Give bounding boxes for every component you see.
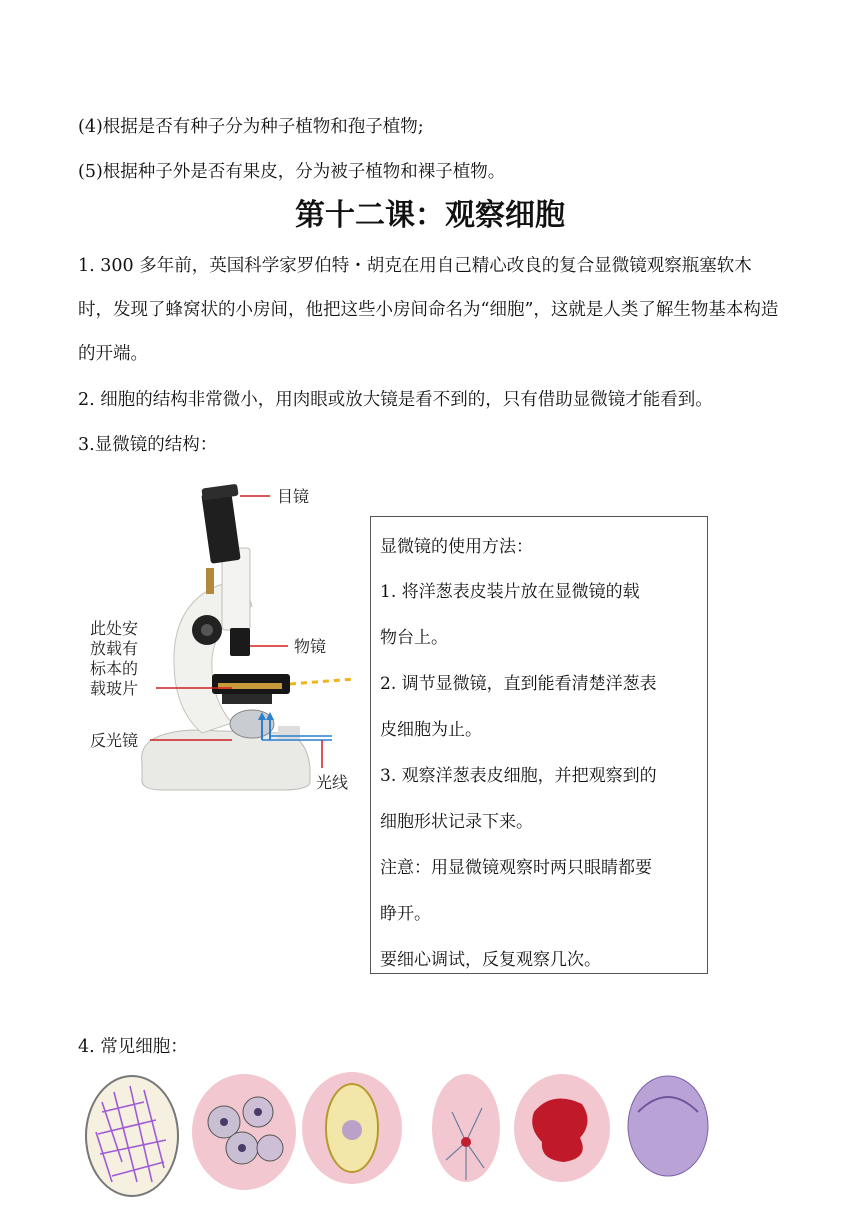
- paragraph-3: 3.显微镜的结构：: [78, 435, 218, 455]
- common-cells-images: [82, 1072, 722, 1212]
- gold-clip: [206, 568, 214, 594]
- mirror-part: [230, 710, 274, 738]
- light-label: 光线: [316, 773, 349, 792]
- stage-label-3: 标本的: [90, 659, 139, 678]
- note-b: 睁开。: [380, 904, 431, 924]
- nerve-cell-image: [432, 1074, 500, 1182]
- cheek-cell-image: [192, 1074, 296, 1190]
- objective-part: [230, 628, 250, 656]
- note-c: 要细心调试，反复观察几次。: [380, 950, 601, 970]
- step-3a: 3. 观察洋葱表皮细胞，并把观察到的: [380, 766, 657, 786]
- paragraph-1: 1. 300 多年前，英国科学家罗伯特・胡克在用自己精心改良的复合显微镜观察瓶塞软木时，发现了蜂窝状的小房间，他把这些小房间命名为“细胞”，这就是人类了解生物基本构造的开端。: [78, 256, 779, 364]
- mirror-label: 反光镜: [90, 731, 139, 750]
- step-3b: 细胞形状记录下来。: [380, 812, 533, 832]
- note-a: 注意：用显微镜观察时两只眼睛都要: [380, 858, 652, 878]
- objective-label: 物镜: [294, 637, 327, 656]
- step-2a: 2. 调节显微镜，直到能看清楚洋葱表: [380, 674, 657, 694]
- paragraph-4: 4. 常见细胞：: [78, 1037, 188, 1057]
- eyepiece-part: [201, 490, 240, 563]
- stage-label-2: 放载有: [90, 639, 139, 658]
- step-1b: 物台上。: [380, 628, 448, 648]
- step-2b: 皮细胞为止。: [380, 720, 482, 740]
- paragraph-2: 2. 细胞的结构非常微小，用肉眼或放大镜是看不到的，只有借助显微镜才能看到。: [78, 390, 713, 410]
- usage-box: [370, 516, 708, 974]
- microscope-diagram: [82, 478, 372, 808]
- tissue-cell-image: [628, 1076, 708, 1176]
- step-1a: 1. 将洋葱表皮装片放在显微镜的载: [380, 582, 640, 602]
- stage-label-1: 此处安: [90, 619, 139, 638]
- blood-cell-image: [514, 1074, 610, 1182]
- stage-label-4: 载玻片: [90, 679, 139, 698]
- plant-cell-image: [302, 1072, 402, 1184]
- line-5: (5)根据种子外是否有果皮，分为被子植物和裸子植物。: [78, 162, 506, 182]
- lesson-title: 第十二课：观察细胞: [295, 198, 565, 233]
- line-4: (4)根据是否有种子分为种子植物和孢子植物;: [78, 117, 424, 137]
- onion-cell-image: [86, 1076, 178, 1196]
- eyepiece-label: 目镜: [277, 487, 310, 506]
- usage-heading: 显微镜的使用方法：: [380, 537, 533, 557]
